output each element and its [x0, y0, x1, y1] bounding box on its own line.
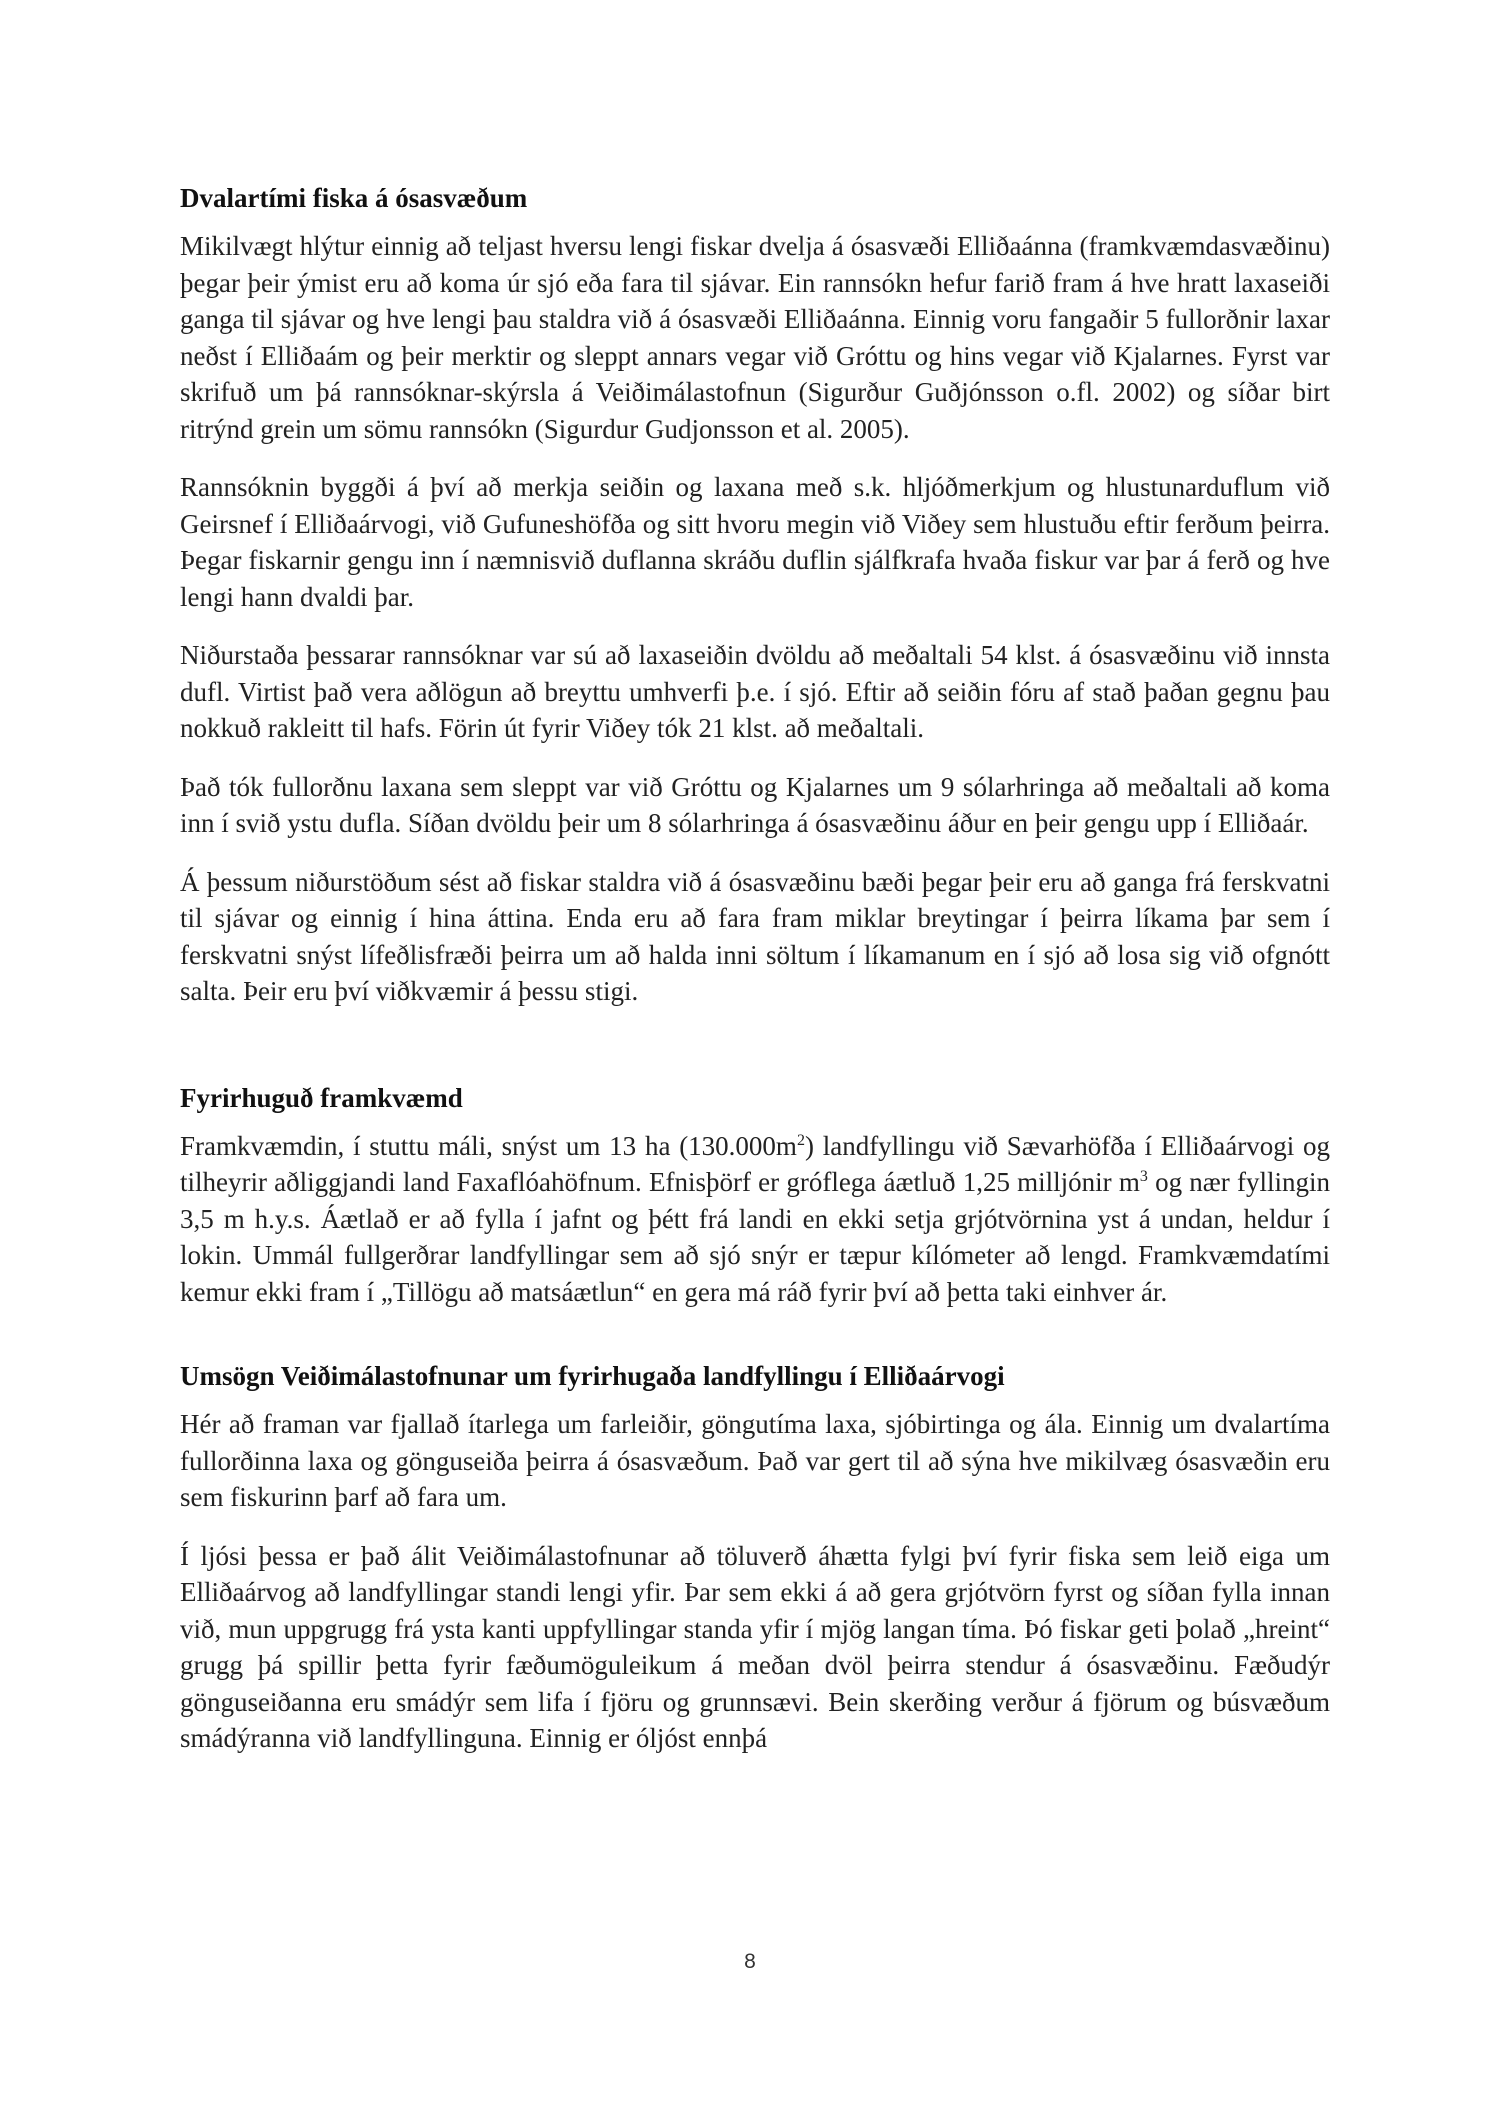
paragraph: Rannsóknin byggði á því að merkja seiðin og laxana með s.k. hljóðmerkjum og hlustunarduflum við Geirsnef í Elliðaárvogi, við Gufuneshöfða og sitt hvoru megin við Viðey sem hlustuðu eftir ferðum þeirra. Þegar fiskarnir gengu inn í næmnisvið duflanna skráðu duflin sjálfkrafa hvaða fiskur var þar á ferð og hve lengi hann dvaldi þar.	[180, 472, 1330, 612]
section-heading: Fyrirhuguð framkvæmd	[180, 1082, 463, 1113]
text-run: Framkvæmdin, í stuttu máli, snýst um 13 ha (130.000m	[180, 1130, 797, 1161]
section-spacer	[180, 1332, 1330, 1358]
section-heading: Dvalartími fiska á ósasvæðum	[180, 183, 528, 213]
text-run: og nær fyllingin 3,5 m h.y.s. Áætlað er að fylla í jafnt og þétt frá landi en ekki setja grjótvörnina yst á undan, heldur í lokin. Ummál fullgerðrar landfyllingar sem að sjó snýr er tæpur kílómeter að lengd. Framkvæmdatími kemur ekki fram í „Tillögu að matsáætlun“ en gera má ráð fyrir því að þetta taki einhver ár.	[180, 1167, 1330, 1307]
section-dvalartimi	[180, 180, 1330, 1010]
section-spacer	[180, 1032, 1330, 1080]
section-framkvaemd	[180, 1080, 1330, 1311]
section-umsogn	[180, 1358, 1330, 1757]
superscript: 2	[796, 1131, 805, 1149]
section-heading: Umsögn Veiðimálastofnunar um fyrirhugaða landfyllingu í Elliðaárvogi	[180, 1361, 1005, 1391]
paragraph: Niðurstaða þessarar rannsóknar var sú að laxaseiðin dvöldu að meðaltali 54 klst. á ósasvæðinu við innsta dufl. Virtist það vera aðlögun að breyttu umhverfi þ.e. í sjó. Eftir að seiðin fóru af stað þaðan gegnu þau nokkuð rakleitt til hafs. Förin út fyrir Viðey tók 21 klst. að meðaltali.	[180, 640, 1330, 743]
paragraph: Það tók fullorðnu laxana sem sleppt var við Gróttu og Kjalarnes um 9 sólarhringa að meðaltali að koma inn í svið ystu dufla. Síðan dvöldu þeir um 8 sólarhringa á ósasvæðinu áður en þeir gengu upp í Elliðaár.	[180, 771, 1330, 838]
text-run: ) landfyllingu við Sævarhöfða í Elliðaárvogi og tilheyrir aðliggjandi land Faxaflóahöfnum. Efnisþörf er gróflega áætluð 1,25 milljónir m	[180, 1130, 1330, 1197]
paragraph: Mikilvægt hlýtur einnig að teljast hversu lengi fiskar dvelja á ósasvæði Elliðaánna (framkvæmdasvæðinu) þegar þeir ýmist eru að koma úr sjó eða fara til sjávar. Ein rannsókn hefur farið fram á hve hratt laxaseiði ganga til sjávar og hve lengi þau staldra við á ósasvæði Elliðaánna. Einnig voru fangaðir 5 fullorðnir laxar neðst í Elliðaám og þeir merktir og sleppt annars vegar við Gróttu og hins vegar við Kjalarnes. Fyrst var skrifuð um þá rannsóknar-skýrsla á Veiðimálastofnun (Sigurður Guðjónsson o.fl. 2002) og síðar birt ritrýnd grein um sömu rannsókn (Sigurdur Gudjonsson et al. 2005).	[180, 231, 1330, 444]
superscript: 3	[1139, 1168, 1148, 1185]
paragraph: Í ljósi þessa er það álit Veiðimálastofnunar að töluverð áhætta fylgi því fyrir fiska sem leið eiga um Elliðaárvog að landfyllingar standi lengi yfir. Þar sem ekki á að gera grjótvörn fyrst og síðan fylla innan við, mun uppgrugg frá ysta kanti uppfyllingar standa yfir í mjög langan tíma. Þó fiskar geti þolað „hreint“ grugg þá spillir þetta fyrir fæðumöguleikum á meðan dvöl þeirra stendur á ósasvæðinu. Fæðudýr gönguseiðanna eru smádýr sem lifa í fjöru og grunnsævi. Bein skerðing verður á fjörum og búsvæðum smádýranna við landfyllinguna. Einnig er óljóst ennþá	[180, 1540, 1330, 1753]
paragraph: Á þessum niðurstöðum sést að fiskar staldra við á ósasvæðinu bæði þegar þeir eru að ganga frá ferskvatni til sjávar og einnig í hina áttina. Enda eru að fara fram miklar breytingar í þeirra líkama þar sem í ferskvatni snýst lífeðlisfræði þeirra um að halda inni söltum í líkamanum en í sjó að losa sig við ofgnótt salta. Þeir eru því viðkvæmir á þessu stigi.	[180, 866, 1330, 1006]
page-number: 8	[744, 1950, 756, 1973]
page-content	[180, 180, 1330, 1779]
paragraph	[180, 1128, 1330, 1311]
paragraph: Hér að framan var fjallað ítarlega um farleiðir, göngutíma laxa, sjóbirtinga og ála. Einnig um dvalartíma fullorðinna laxa og gönguseiða þeirra á ósasvæðum. Það var gert til að sýna hve mikilvæg ósasvæðin eru sem fiskurinn þarf að fara um.	[180, 1409, 1330, 1512]
